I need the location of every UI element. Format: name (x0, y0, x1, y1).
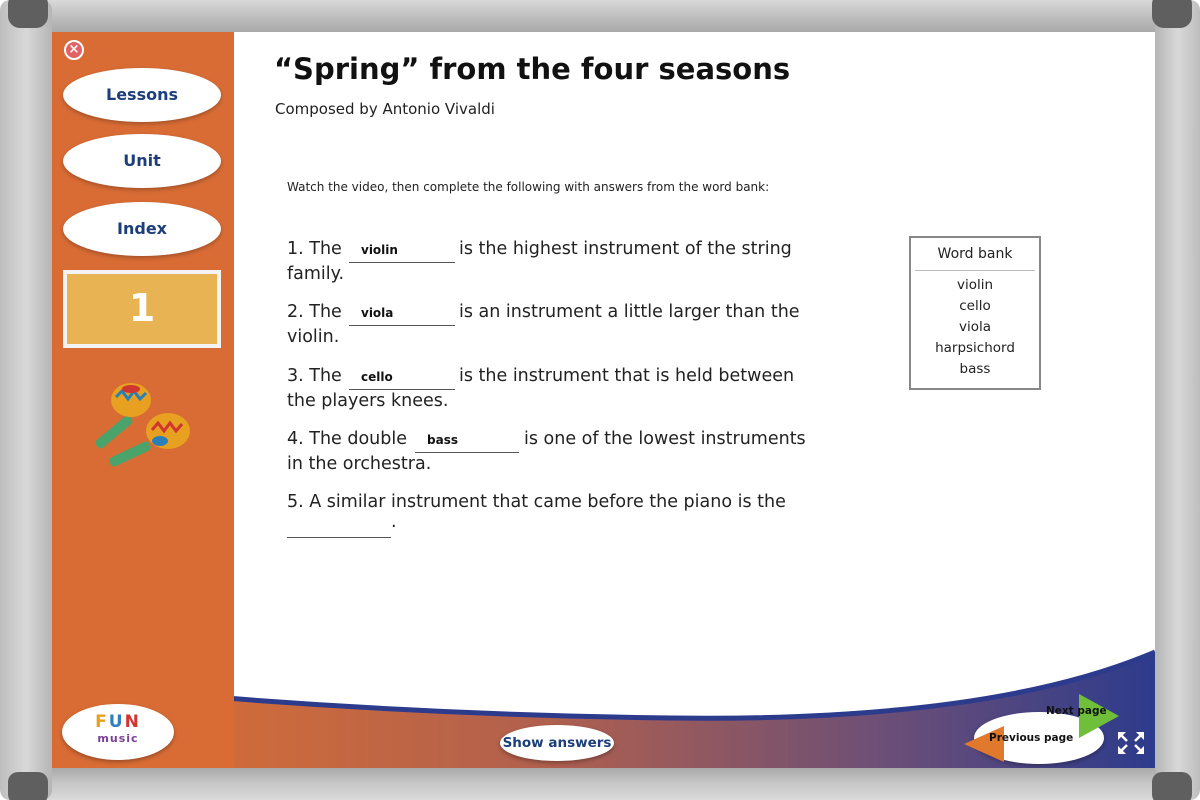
question-prefix: 3. The (287, 366, 342, 386)
question-continuation: . (391, 512, 397, 532)
unit-button[interactable]: Unit (63, 134, 221, 188)
lessons-button[interactable]: Lessons (63, 68, 221, 122)
frame-corner-cap (1152, 772, 1192, 800)
question-prefix: 1. The (287, 239, 342, 259)
word-bank-item: cello (959, 298, 991, 314)
next-page-button[interactable]: Next page (1046, 705, 1107, 717)
question-prefix: 4. The double (287, 429, 408, 449)
question-4 (287, 427, 827, 479)
word-bank-item: bass (959, 361, 991, 377)
question-text: is the instrument that is held between (459, 366, 795, 386)
frame-corner-cap (8, 0, 48, 28)
page-title: “Spring” from the four seasons (274, 52, 791, 86)
close-icon[interactable]: × (64, 40, 84, 60)
previous-page-button[interactable]: Previous page (989, 732, 1074, 744)
board-frame-left (0, 0, 52, 800)
question-3 (287, 364, 827, 416)
fullscreen-icon[interactable] (1116, 730, 1146, 756)
sidebar (52, 32, 234, 768)
answer-blank[interactable]: violin (349, 241, 455, 263)
answer-blank[interactable]: cello (349, 368, 455, 390)
question-1 (287, 237, 827, 289)
answer-blank[interactable] (287, 516, 391, 538)
fun-music-logo[interactable]: FUN music (62, 704, 174, 760)
answer-blank[interactable]: bass (415, 431, 519, 453)
frame-corner-cap (1152, 0, 1192, 28)
board-frame-bottom (20, 768, 1180, 800)
index-button[interactable]: Index (63, 202, 221, 256)
word-bank-item: viola (958, 319, 992, 335)
question-prefix: 5. A similar instrument that came before the piano is the (287, 492, 786, 512)
question-5 (287, 490, 827, 544)
show-answers-button[interactable]: Show answers (500, 725, 614, 761)
page-number-badge: 1 (63, 270, 221, 348)
word-bank-item: violin (956, 277, 994, 293)
question-continuation: the players knees. (287, 391, 449, 411)
frame-corner-cap (8, 772, 48, 800)
question-continuation: in the orchestra. (287, 454, 432, 474)
question-text: is one of the lowest instruments (524, 429, 806, 449)
question-text: is an instrument a little larger than the (459, 302, 800, 322)
question-continuation: violin. (287, 327, 340, 347)
word-bank-item: harpsichord (935, 340, 1015, 356)
maracas-icon (86, 375, 196, 475)
board-frame-right (1155, 0, 1200, 800)
question-continuation: family. (287, 264, 345, 284)
page-subtitle: Composed by Antonio Vivaldi (275, 100, 495, 118)
instruction-text: Watch the video, then complete the following with answers from the word bank: (287, 180, 770, 194)
whiteboard (52, 32, 1155, 768)
board-frame-top (20, 0, 1180, 32)
question-prefix: 2. The (287, 302, 342, 322)
word-bank-title: Word bank (915, 238, 1035, 271)
answer-blank[interactable]: viola (349, 304, 455, 326)
question-text: is the highest instrument of the string (459, 239, 792, 259)
question-2 (287, 300, 827, 352)
word-bank (909, 236, 1041, 390)
